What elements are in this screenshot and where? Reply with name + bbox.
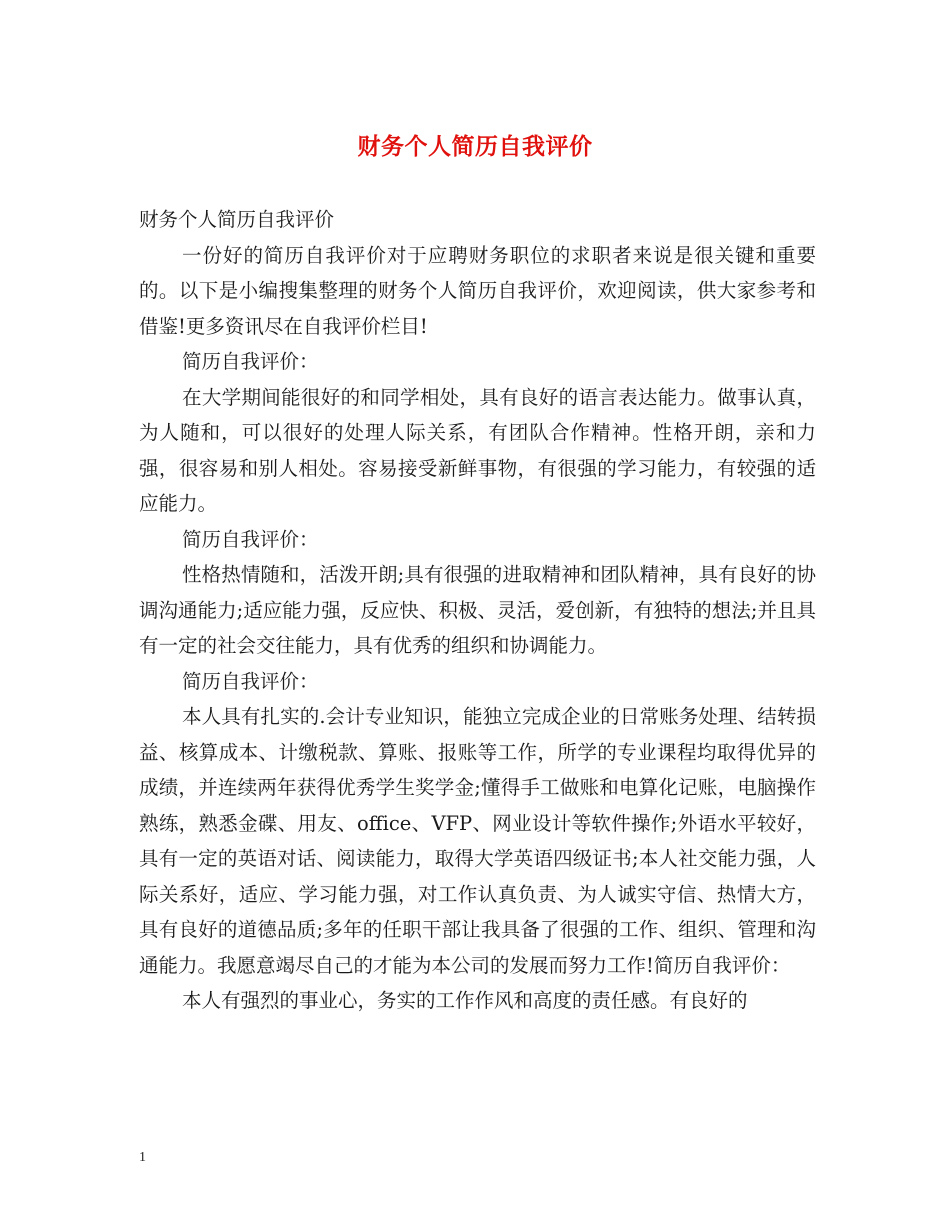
paragraph: 性格热情随和，活泼开朗;具有很强的进取精神和团队精神，具有良好的协调沟通能力;适应能力强，反应快、积极、灵活，爱创新，有独特的想法;并且具有一定的社会交往能力，具有优秀的组织和协调能力。 [139,563,816,657]
paragraph: 在大学期间能很好的和同学相处，具有良好的语言表达能力。做事认真，为人随和，可以很好的处理人际关系，有团队合作精神。性格开朗，亲和力强，很容易和别人相处。容易接受新鲜事物，有很强的学习能力，有较强的适应能力。 [139,385,816,515]
section-heading: 简历自我评价： [182,350,319,373]
section-heading: 简历自我评价： [182,527,319,551]
paragraph: 本人具有扎实的.会计专业知识，能独立完成企业的日常账务处理、结转损益、核算成本、计缴税款、算账、报账等工作，所学的专业课程均取得优异的成绩，并连续两年获得优秀学生奖学金;懂得手工做账和电算化记账，电脑操作熟练，熟悉金碟、用友、office、VFP、网业设计等软件操作;外语水平较好，具有一定的英语对话、阅读能力，取得大学英语四级证书;本人社交能力强，人际关系好，适应、学习能力强，对工作认真负责、为人诚实守信、热情大方，具有良好的道德品质;多年的任职干部让我具备了很强的工作、组织、管理和沟通能力。我愿意竭尽自己的才能为本公司的发展而努力工作!简历自我评价： [139,705,816,977]
paragraph: 一份好的简历自我评价对于应聘财务职位的求职者来说是很关键和重要的。以下是小编搜集整理的财务个人简历自我评价，欢迎阅读，供大家参考和借鉴!更多资讯尽在自我评价栏目! [139,243,816,338]
page-number: 1 [139,1150,146,1165]
paragraph: 财务个人简历自我评价 [139,208,335,231]
paragraph: 本人有强烈的事业心，务实的工作作风和高度的责任感。有良好的 [182,989,748,1012]
document-title: 财务个人简历自我评价 [357,133,593,160]
document-body [139,202,816,1019]
section-heading: 简历自我评价： [182,669,319,693]
